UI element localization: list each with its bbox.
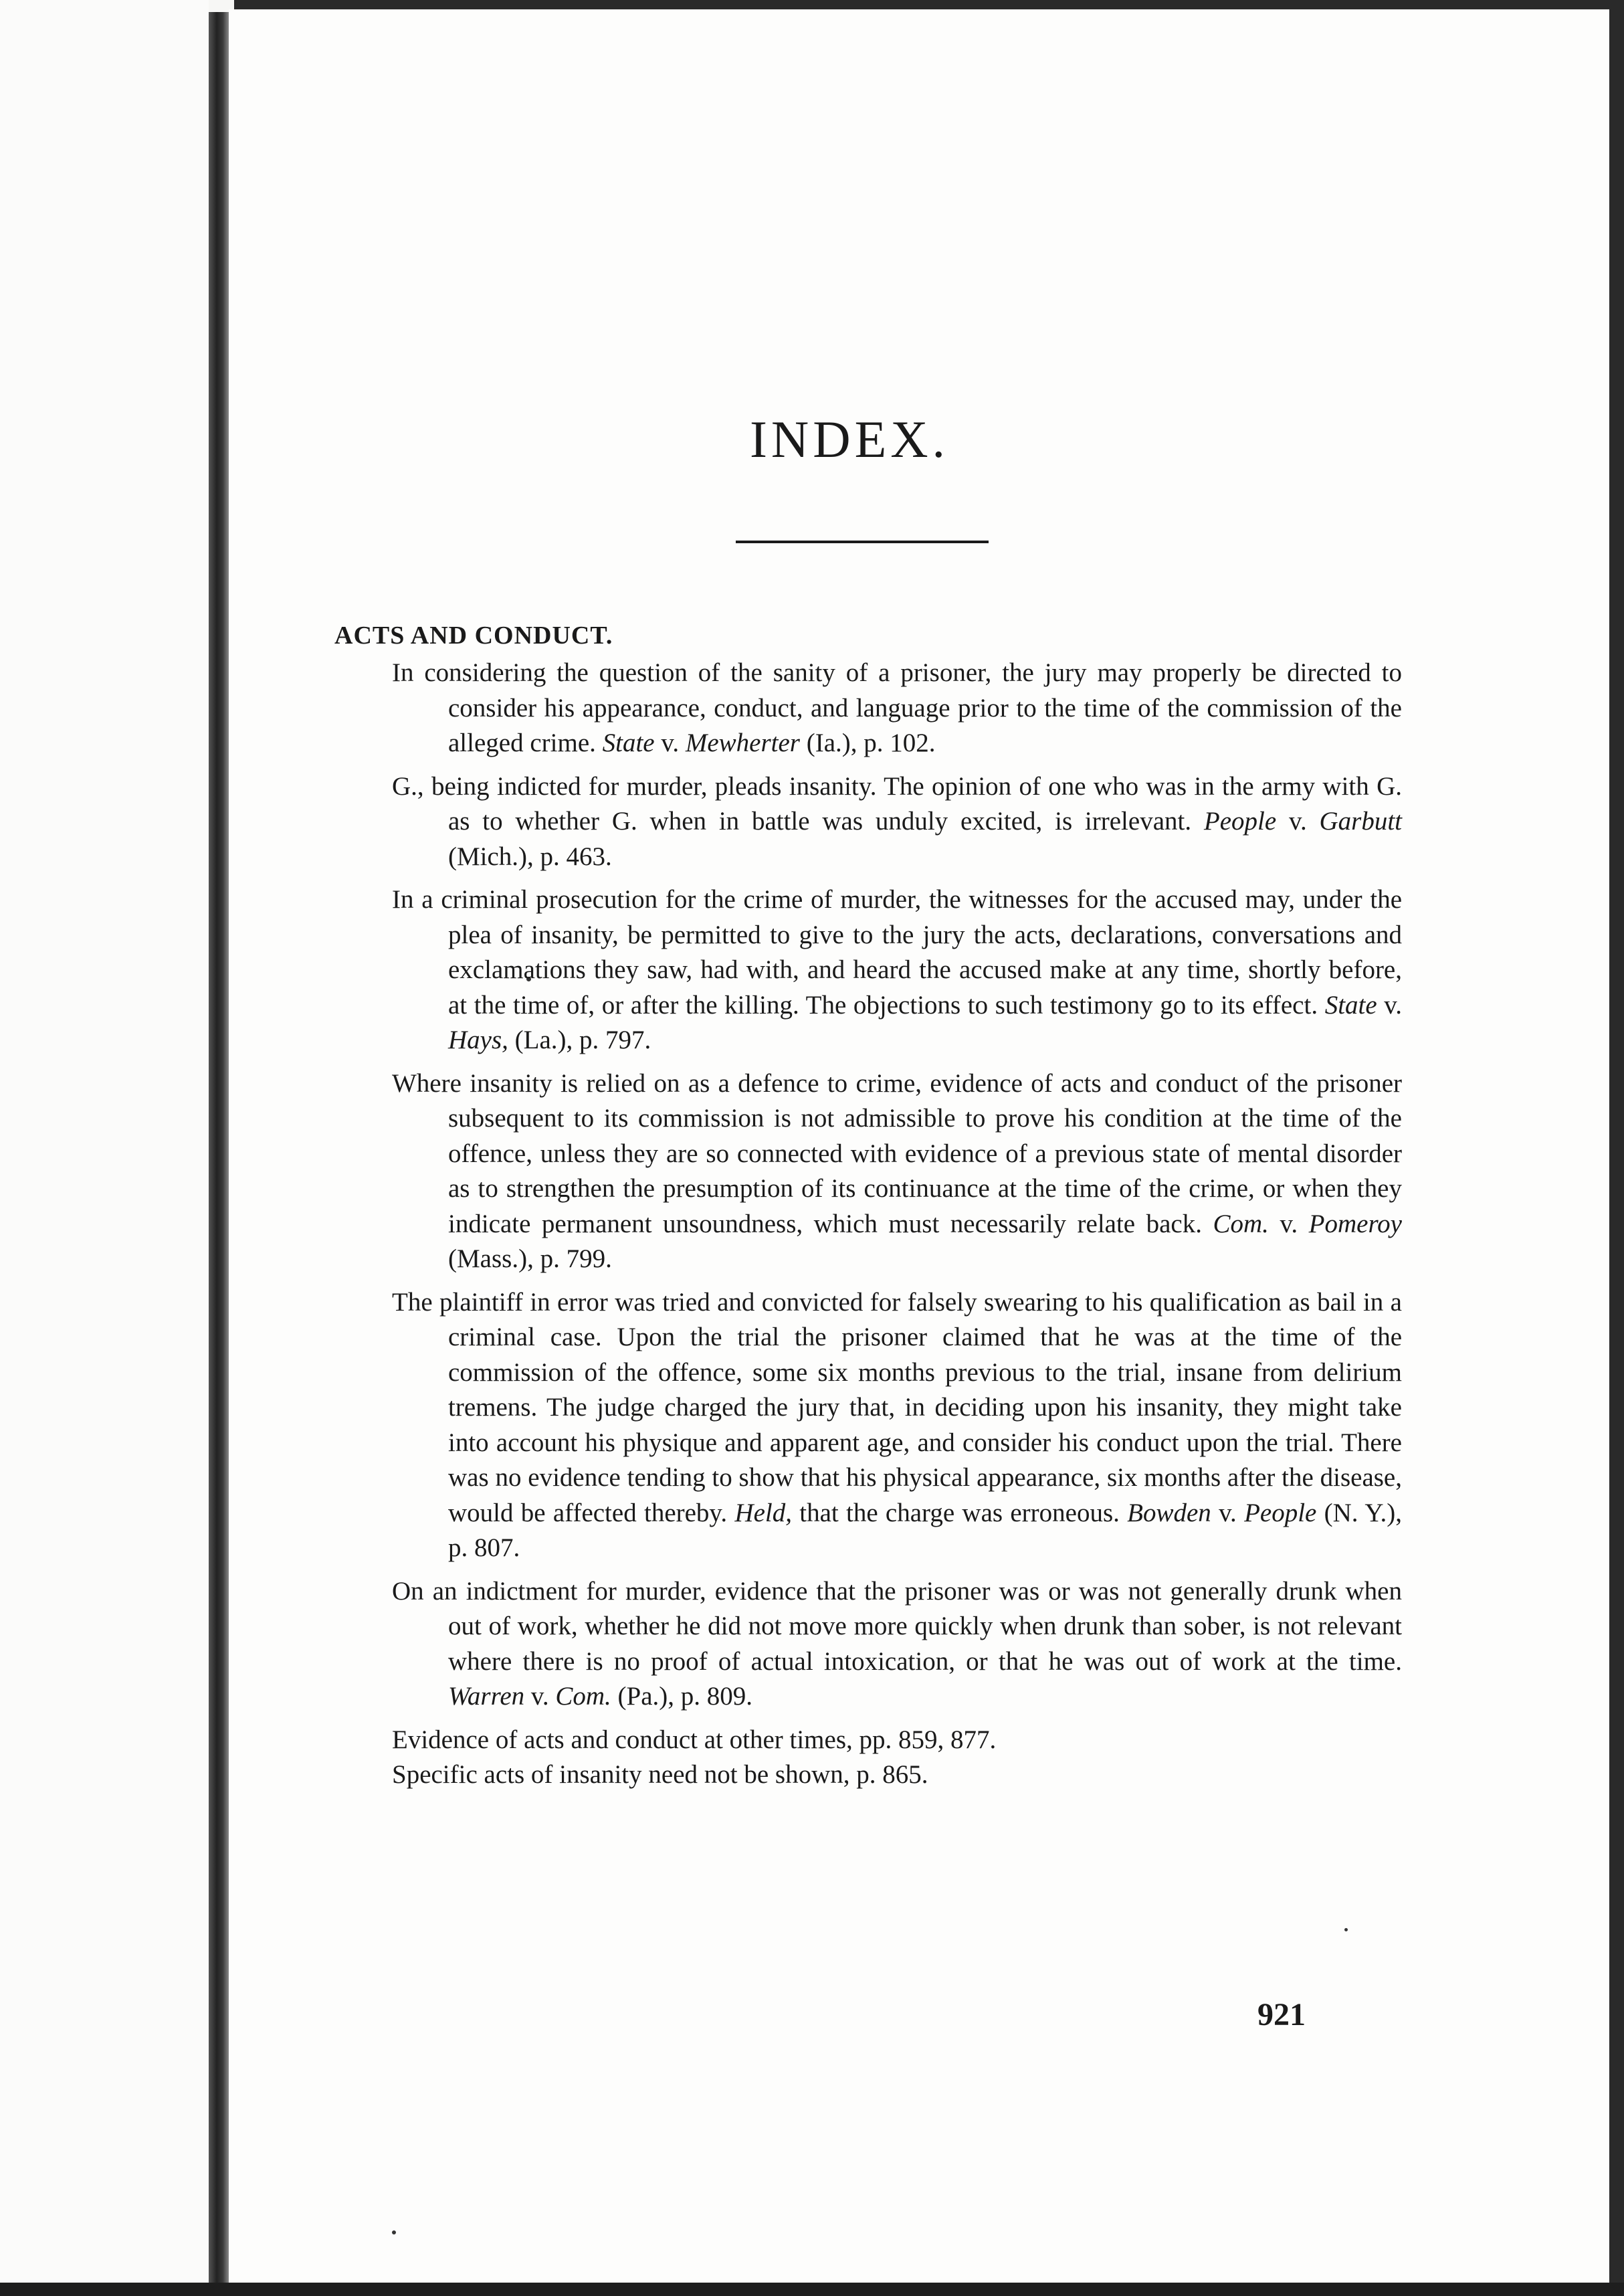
case-party: State (602, 729, 655, 757)
title-rule (736, 541, 989, 543)
held-marker: Held, (734, 1498, 792, 1527)
index-entries (392, 656, 1402, 1793)
case-party: State (1324, 990, 1377, 1020)
page-title: INDEX. (749, 410, 950, 468)
scan-top-edge (234, 0, 1624, 9)
index-entry (392, 1723, 1402, 1758)
index-entry (392, 1574, 1402, 1715)
case-versus: v. (524, 1682, 556, 1711)
scan-bottom-edge (0, 2283, 1624, 2296)
facing-page (0, 0, 209, 2283)
index-entry (392, 656, 1402, 761)
index-entry (392, 1285, 1402, 1566)
case-party: People (1203, 807, 1277, 836)
case-party: Garbutt (1319, 807, 1403, 836)
case-party: Com. (1213, 1209, 1269, 1238)
case-citation: (La.), p. 797. (508, 1026, 651, 1054)
index-entry (392, 1066, 1402, 1277)
entry-text: Evidence of acts and conduct at other times, pp. 859, 877. (392, 1725, 997, 1754)
scan-speck (1344, 1928, 1348, 1931)
index-entry (392, 1757, 1402, 1793)
case-citation: (N. Y.), p. 807. (448, 1498, 1403, 1562)
case-party: Com. (555, 1682, 611, 1711)
scan-right-edge (1609, 0, 1624, 2296)
index-entry (392, 882, 1402, 1058)
case-versus: v. (654, 729, 686, 757)
case-versus: v. (1211, 1498, 1245, 1527)
case-party: Pomeroy (1308, 1209, 1402, 1238)
entry-text: In a criminal prosecution for the crime of murder, the witnesses for the accused may, under the plea of insanity, be permitted to give to the jury the acts, declarations, conversations and exclamations they saw, had with, and heard the accused make at any time, shortly before, at the time of, or after the killing. The objections to such testimony go to its effect. (392, 885, 1402, 1020)
case-versus: v. (1377, 990, 1402, 1020)
case-party: People (1244, 1498, 1317, 1527)
entry-text: Specific acts of insanity need not be shown, p. 865. (392, 1760, 928, 1789)
case-party: Bowden (1127, 1498, 1211, 1527)
entry-text: G., being indicted for murder, pleads insanity. The opinion of one who was in the army with G. as to whether G. when in battle was unduly excited, is irrelevant. (392, 771, 1402, 836)
case-citation: (Mich.), p. 463. (448, 842, 612, 871)
section-heading: ACTS AND CONDUCT. (334, 621, 613, 650)
entry-text: that the charge was erroneous. (791, 1498, 1128, 1527)
scan-speck (392, 2230, 396, 2234)
case-versus: v. (1276, 807, 1320, 836)
page-number: 921 (1257, 1997, 1306, 2032)
entry-text: On an indictment for murder, evidence that the prisoner was or was not generally drunk when out of work, whether he did not move more quickly when drunk than sober, is not relevant where there is no proof of actual intoxication, or that he was out of work at the time. (392, 1576, 1402, 1676)
entry-text: The plaintiff in error was tried and convicted for falsely swearing to his qualification as bail in a criminal case. Upon the trial the prisoner claimed that he was at the time of the commission of the offence, some six months previous to the trial, insane from delirium tremens. The judge charged the jury that, in deciding upon his insanity, they might take into account his physique and apparent age, and consider his conduct upon the trial. There was no evidence tending to show that his physical appearance, six months after the disease, would be affected thereby. (392, 1287, 1402, 1527)
entry-text: In considering the question of the sanity of a prisoner, the jury may properly be directed to consider his appearance, conduct, and language prior to the time of the commission of the alleged crime. (392, 658, 1402, 757)
case-citation: (Mass.), p. 799. (448, 1244, 612, 1273)
index-entry (392, 769, 1402, 875)
entry-text: Where insanity is relied on as a defence to crime, evidence of acts and conduct of the prisoner subsequent to its commission is not admissible to prove his condition at the time of the offence, unless they are so connected with evidence of a previous state of mental disorder as to strengthen the presumption of its continuance at the time of the crime, or when they indicate permanent unsoundness, which must necessarily relate back. (392, 1068, 1402, 1238)
case-party: Warren (448, 1682, 525, 1711)
case-citation: (Ia.), p. 102. (799, 729, 936, 757)
case-citation: (Pa.), p. 809. (611, 1682, 753, 1711)
book-spine-shadow (209, 12, 229, 2283)
case-party: Hays, (448, 1026, 508, 1054)
case-party: Mewherter (685, 729, 800, 757)
case-versus: v. (1268, 1209, 1309, 1238)
